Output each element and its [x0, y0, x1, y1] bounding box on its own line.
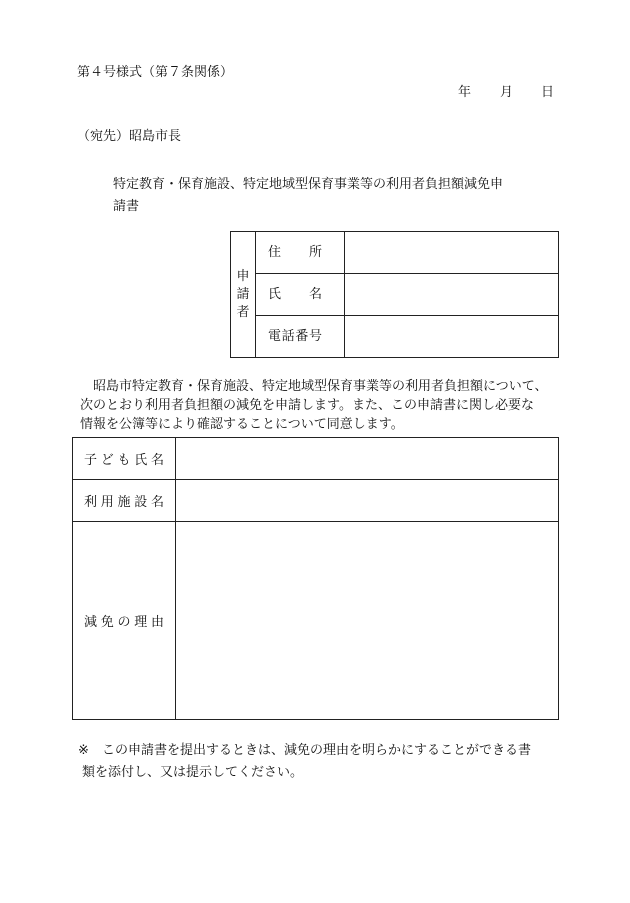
form-number: 第４号様式（第７条関係） — [77, 65, 234, 80]
facility-name-field[interactable] — [176, 480, 559, 522]
addressee: （宛先）昭島市長 — [77, 129, 182, 144]
exemption-reason-label: 減免の理由 — [73, 522, 176, 720]
applicant-phone-field[interactable] — [345, 316, 559, 358]
document-title — [113, 174, 553, 218]
note-mark: ※ — [78, 743, 89, 758]
declaration-line-2: 次のとおり利用者負担額の減免を申請します。また、この申請書に関し必要な — [80, 398, 534, 413]
date-year-label: 年 — [458, 85, 472, 100]
applicant-side-label: 申請者 — [231, 232, 256, 358]
applicant-name-label: 氏名 — [256, 274, 345, 316]
declaration-line-3: 情報を公簿等により確認することについて同意します。 — [80, 417, 404, 432]
applicant-phone-label: 電話番号 — [256, 316, 345, 358]
applicant-address-field[interactable] — [345, 232, 559, 274]
note-line-2: 類を添付し、又は提示してください。 — [82, 765, 304, 780]
date-day-label: 日 — [541, 85, 555, 100]
declaration-text — [80, 377, 564, 434]
facility-name-label: 利用施設名 — [73, 480, 176, 522]
applicant-address-label: 住所 — [256, 232, 345, 274]
declaration-line-1: 昭島市特定教育・保育施設、特定地域型保育事業等の利用者負担額について、 — [93, 379, 548, 394]
date-line — [458, 84, 554, 101]
note-line-1 — [78, 740, 558, 762]
document-title-line-2: 請書 — [113, 199, 140, 214]
note — [78, 740, 558, 784]
note-text-1: この申請書を提出するときは、減免の理由を明らかにすることができる書 — [102, 743, 532, 758]
applicant-table — [230, 231, 559, 358]
document-title-line-1: 特定教育・保育施設、特定地域型保育事業等の利用者負担額減免申 — [113, 177, 504, 192]
child-name-label: 子ども氏名 — [73, 438, 176, 480]
exemption-reason-field[interactable] — [176, 522, 559, 720]
child-table — [72, 437, 559, 720]
applicant-name-field[interactable] — [345, 274, 559, 316]
child-name-field[interactable] — [176, 438, 559, 480]
date-month-label: 月 — [500, 85, 514, 100]
